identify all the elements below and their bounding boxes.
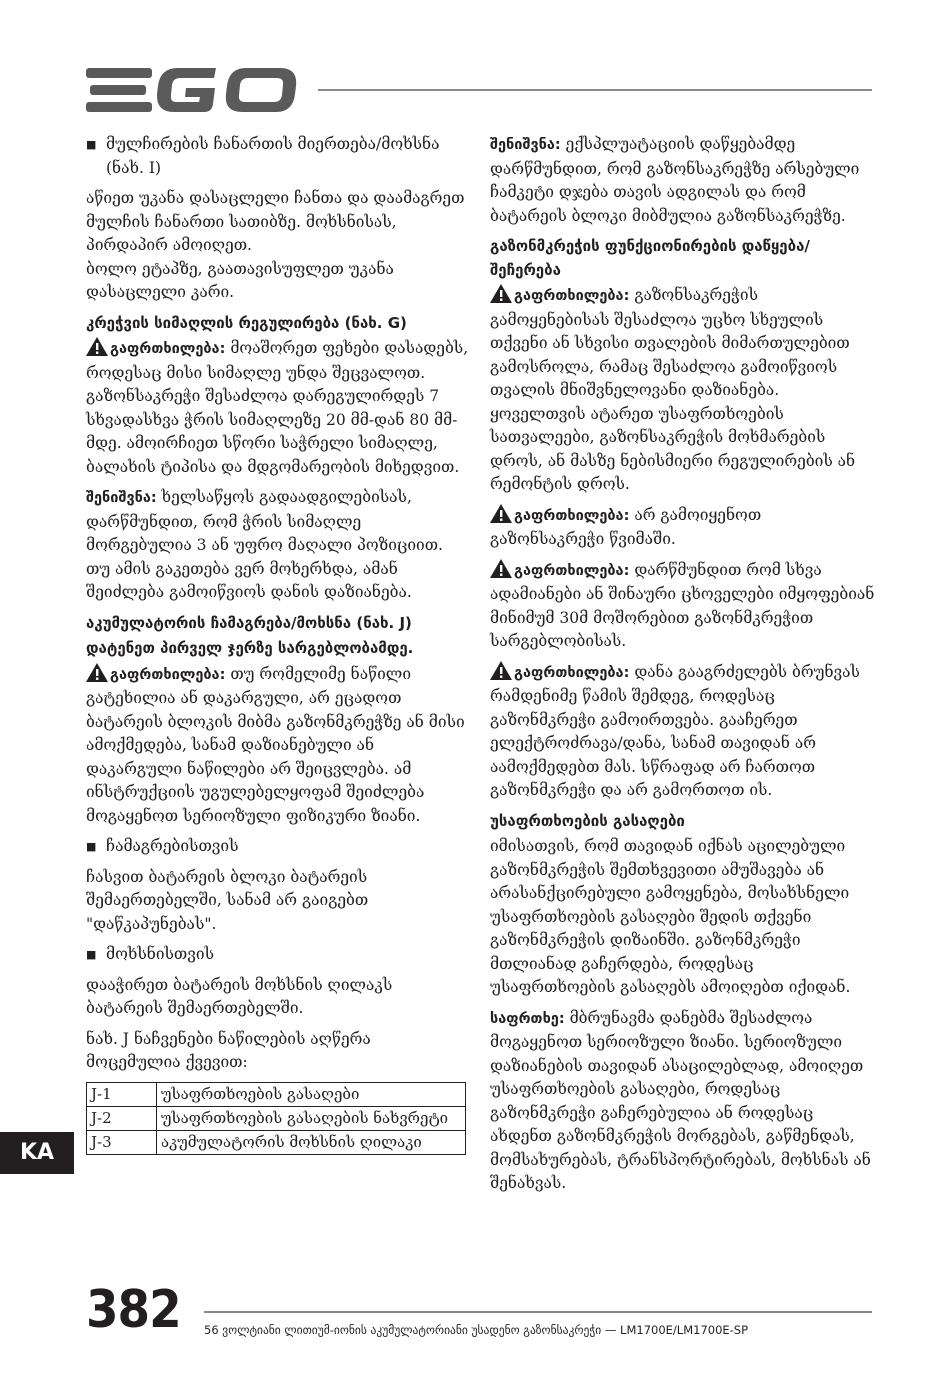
- warning-label: გაფრთხილება:: [514, 507, 630, 524]
- warning-label: გაფრთხილება:: [110, 666, 226, 683]
- start-heading: გაზონმკრეჭის ფუნქციონირების დაწყება/შეჩერება: [490, 237, 810, 279]
- part-code: J-2: [87, 1106, 157, 1130]
- start-note-text: ექსპლუატაციის დაწყებამდე დარწმუნდით, რომ გაზონსაკრეჭზე არსებული ჩამკეტი დჯება თავის ადგილას და რომ ბატარეის ბლოკი მიბმულია გაზონსაკრეჭზე.: [490, 135, 860, 225]
- right-column: [490, 133, 876, 1203]
- battery-subheading: დატენეთ პირველ ჯერზე სარგებლობამდე.: [86, 639, 414, 657]
- danger-label: საფრთხე:: [490, 1010, 565, 1027]
- height-heading: კრეჭვის სიმაღლის რეგულირება (ნახ. G): [86, 313, 407, 332]
- battery-warning-text: თუ რომელიმე ნაწილი გატეხილია ან დაკარგული, არ ეცადოთ ბატარეის ბლოკის მიბმა გაზონმკრეჭზე ან მისი ამოქმედება, სანამ დაზიანებული ან დაკარგული ნაწილები არ შეიცვლება. ამ ინსტრუქციის უგულებელყოფამ შეიძლება მოგაყენოთ სერიოზული ფიზიკური ზიანი.: [86, 664, 465, 825]
- warning-1-text: გაზონსაკრეჭის გამოყენებისას შესაძლოა უცხო სხეულის თქვენი ან სხვისი თვალების მიმართულებით გამოსროლა, რამაც შესაძლოა გამოიწვიოს თვალის მნიშვნელოვანი დაზიანება. ყოველთვის ატარეთ უსაფრთხოების სათვალეები, გაზონსაკრეჭის მოხმარების დროს, ან მასზე ნებისმიერი რეგულირების ან რემონტის დროს.: [490, 286, 856, 493]
- warning-3-text: დარწმუნდით რომ სხვა ადამიანები ან შინაური ცხოველები იმყოფებიან მინიმუმ 30მ მოშორებით გაზონმკრეჭით სარგებლობისას.: [490, 560, 875, 650]
- warning-1: [490, 284, 876, 497]
- bullet-remove-text: მოხსნისთვის: [106, 945, 214, 963]
- warning-label: გაფრთხილება:: [514, 664, 630, 681]
- danger-paragraph: [490, 1007, 876, 1196]
- height-warning-text: მოაშორეთ ფეხები დასადებს, როდესაც მისი სიმაღლე უნდა შეცვალოთ. გაზონსაკრეჭი შესაძლოა დარეგულირდეს 7 სხვადასხვა ჭრის სიმაღლეზე 20 მმ-დან 80 მმ-მდე. ამოირჩიეთ სწორი საჭრელი სიმაღლე, ბალახის ტიპისა და მდგომარეობის მიხედვით.: [86, 339, 469, 476]
- warning-triangle-icon: [490, 504, 512, 523]
- warning-3: [490, 559, 876, 654]
- mulch-paragraph-2: ბოლო ეტაპზე, გაათავისუფლეთ უკანა დასაცლელი კარი.: [86, 259, 394, 301]
- bullet-item: [86, 133, 470, 180]
- height-note: [86, 486, 470, 605]
- bullet-square-icon: ■: [86, 840, 97, 853]
- table-row: [87, 1106, 466, 1130]
- warning-triangle-icon: [490, 661, 512, 680]
- part-description: უსაფრთხოების გასაღები: [157, 1082, 466, 1106]
- footer-rule: [204, 1311, 872, 1313]
- page-number: 382: [86, 1280, 181, 1340]
- install-paragraph: ჩასვით ბატარეის ბლოკი ბატარეის შემაერთებელში, სანამ არ გაიგებთ "დაწკაპუნებას".: [86, 867, 369, 933]
- warning-2: [490, 504, 876, 552]
- bullet-install-text: ჩამაგრებისთვის: [106, 837, 239, 855]
- ego-logo: [86, 66, 298, 114]
- part-code: J-1: [87, 1082, 157, 1106]
- key-paragraph: იმისათვის, რომ თავიდან იქნას აცილებული გაზონმკრეჭის შემთხვევითი ამუშავება ან არასანქცირებული გამოყენება, მოსახსნელი უსაფრთხოების გასაღები შედის თქვენი გაზონმკრეჭის დიზაინში. გაზონმკრეჭი მთლიანად გაჩერდება, როდესაც უსაფრთხოების გასაღებს ამოიღებთ იქიდან.: [490, 837, 851, 996]
- warning-4-text: დანა გააგრძელებს ბრუნვას რამდენიმე წამის შემდეგ, როდესაც გაზონმკრეჭი გამოირთვება. გააჩერეთ ელექტროძრავა/დანა, სანამ თავიდან არ აამოქმედებთ მას. სწრაფად არ ჩართოთ გაზონმკრეჭი და არ გამორთოთ ის.: [490, 662, 860, 799]
- left-column: [86, 133, 470, 1155]
- warning-label: გაფრთხილება:: [110, 341, 226, 357]
- danger-text: მბრუნავმა დანებმა შესაძლოა მოგაყენოთ სერიოზული ზიანი. სერიოზული დაზიანების თავიდან ასაცილებლად, ამოიღეთ უსაფრთხოების გასაღები, როდესაც გაზონმკრეჭი გაჩერებულია ან როდესაც ახდენთ გაზონმკრეჭის მორგებას, გაწმენდას, მომსახურებას, ტრანსპორტირებას, მოხსნას ან შენახვას.: [490, 1008, 871, 1192]
- part-description: უსაფრთხოების გასაღების ნახვრეტი: [157, 1106, 466, 1130]
- height-warning: [86, 337, 470, 479]
- bullet-item: [86, 943, 470, 967]
- note-label: შენიშვნა:: [490, 137, 561, 153]
- bullet-square-icon: ■: [86, 138, 97, 151]
- warning-label: გაფრთხილება:: [514, 288, 630, 304]
- part-description: აკუმულატორის მოხსნის ღილაკი: [157, 1130, 466, 1154]
- remove-paragraph: დააჭირეთ ბატარეის მოხსნის ღილაკს ბატარეის შემაერთებელში.: [86, 975, 393, 1017]
- warning-triangle-icon: [490, 284, 512, 303]
- table-row: [87, 1130, 466, 1154]
- mulch-paragraph-1: აწიეთ უკანა დასაცლელი ჩანთა და დაამაგრეთ მულჩის ჩანართი სათიბზე. მოხსნისას, პირდაპირ ამოიღეთ.: [86, 189, 465, 254]
- header-rule: [318, 89, 872, 91]
- battery-warning: [86, 663, 470, 829]
- footer-text: 56 ვოლტიანი ლითიუმ-იონის აკუმულატორიანი უსადენო გაზონსაკრეჭი — LM1700E/LM1700E-SP: [204, 1323, 749, 1337]
- warning-2-text: არ გამოიყენოთ გაზონსაკრეჭი წვიმაში.: [490, 505, 762, 548]
- bullet-square-icon: ■: [86, 948, 97, 961]
- warning-label: გაფრთხილება:: [514, 562, 630, 579]
- note-label: შენიშვნა:: [86, 490, 157, 506]
- start-note: [490, 133, 876, 228]
- bullet-mulch-text: მულჩირების ჩანართის მიერთება/მოხსნა (ნახ. I): [106, 135, 440, 177]
- warning-4: [490, 661, 876, 803]
- bullet-item: [86, 835, 470, 859]
- height-note-text: ხელსაწყოს გადაადგილებისას, დარწმუნდით, რომ ჭრის სიმაღლე მორგებულია 3 ან უფრო მაღალი პოზიციით. თუ ამის გაკეთება ვერ მოხერხდა, ამან შეიძლება გამოიწვიოს დანის დაზიანება.: [86, 488, 443, 601]
- battery-heading: აკუმულატორის ჩამაგრება/მოხსნა (ნახ. J): [86, 613, 412, 632]
- warning-triangle-icon: [86, 663, 108, 682]
- key-heading: უსაფრთხოების გასაღები: [490, 811, 685, 830]
- warning-triangle-icon: [86, 337, 108, 356]
- part-code: J-3: [87, 1130, 157, 1154]
- table-row: [87, 1082, 466, 1106]
- parts-table: [86, 1082, 466, 1155]
- parts-intro: ნახ. J ნაჩვენები ნაწილების აღწერა მოცემულია ქვევით:: [86, 1029, 371, 1071]
- warning-triangle-icon: [490, 559, 512, 578]
- language-tab: KA: [0, 1132, 74, 1174]
